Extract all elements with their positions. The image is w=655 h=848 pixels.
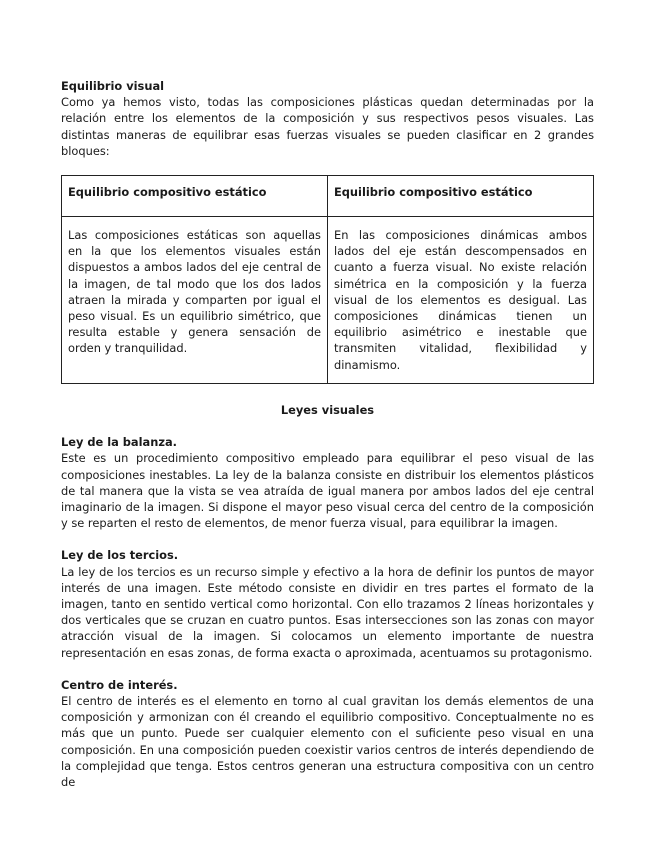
section-paragraph: La ley de los tercios es un recurso simple y efectivo a la hora de definir los puntos de mayor interés de una imagen. Este método consiste en dividir en tres partes el formato de la imagen, tanto en sentido vertical como horizontal. Con ello trazamos 2 líneas horizontales y dos verticales que se cruzan en cuatro puntos. Esas intersecciones son las zonas con mayor atracción visual de la imagen. Si colocamos un elemento importante de nuestra representación en esas zonas, de forma exacta o aproximada, acentuamos su protagonismo.: [61, 564, 594, 660]
intro-paragraph: Como ya hemos visto, todas las composiciones plásticas quedan determinadas por la relación entre los elementos de la composición y sus respectivos pesos visuales. Las distintas maneras de equilibrar esas fuerzas visuales se pueden clasificar en 2 grandes bloques:: [61, 95, 594, 158]
section-rule-of-thirds: [61, 547, 594, 660]
table-row: [62, 217, 594, 384]
document-page: [61, 78, 594, 790]
intro-heading: Equilibrio visual: [61, 79, 165, 93]
laws-title: Leyes visuales: [280, 403, 375, 418]
section-heading: Centro de interés.: [61, 677, 178, 692]
table-header-row: [62, 176, 594, 217]
section-balance-law: [61, 434, 594, 531]
table-cell-dynamic: En las composiciones dinámicas ambos lados del eje están descompensados en cuanto a fuerza visual. No existe relación simétrica en la composición y la fuerza visual de los elementos es desigual. Las composiciones dinámicas tienen un equilibrio asimétrico e inestable que transmiten vitalidad, flexibilidad y dinamismo.: [328, 217, 594, 384]
section-center-of-interest: [61, 677, 594, 790]
section-heading: Ley de los tercios.: [61, 548, 179, 563]
table-cell-static: Las composiciones estáticas son aquellas en la que los elementos visuales están dispuestos a ambos lados del eje central de la imagen, de tal modo que los dos lados atraen la mirada y comparten por igual el peso visual. Es un equilibrio simétrico, que resulta estable y genera sensación de orden y tranquilidad.: [62, 217, 328, 384]
table-header-cell: Equilibrio compositivo estático: [328, 176, 594, 217]
section-paragraph: El centro de interés es el elemento en torno al cual gravitan los demás elementos de una composición y armonizan con él creando el equilibrio compositivo. Conceptualmente no es más que un punto. Puede ser cualquier elemento con el suficiente peso visual en una composición. En una composición pueden coexistir varios centros de interés dependiendo de la complejidad que tenga. Estos centros generan una estructura compositiva con un centro de: [61, 694, 594, 790]
table-header-cell: Equilibrio compositivo estático: [62, 176, 328, 217]
section-heading: Ley de la balanza.: [61, 435, 177, 450]
equilibrium-table: [61, 175, 594, 384]
section-paragraph: Este es un procedimiento compositivo empleado para equilibrar el peso visual de las composiciones inestables. La ley de la balanza consiste en distribuir los elementos plásticos de tal manera que la vista se vea atraída de igual manera por ambos lados del eje central imaginario de la imagen. Si dispone el mayor peso visual cerca del centro de la composición y se reparten el resto de elementos, de menor fuerza visual, para equilibrar la imagen.: [61, 451, 594, 531]
